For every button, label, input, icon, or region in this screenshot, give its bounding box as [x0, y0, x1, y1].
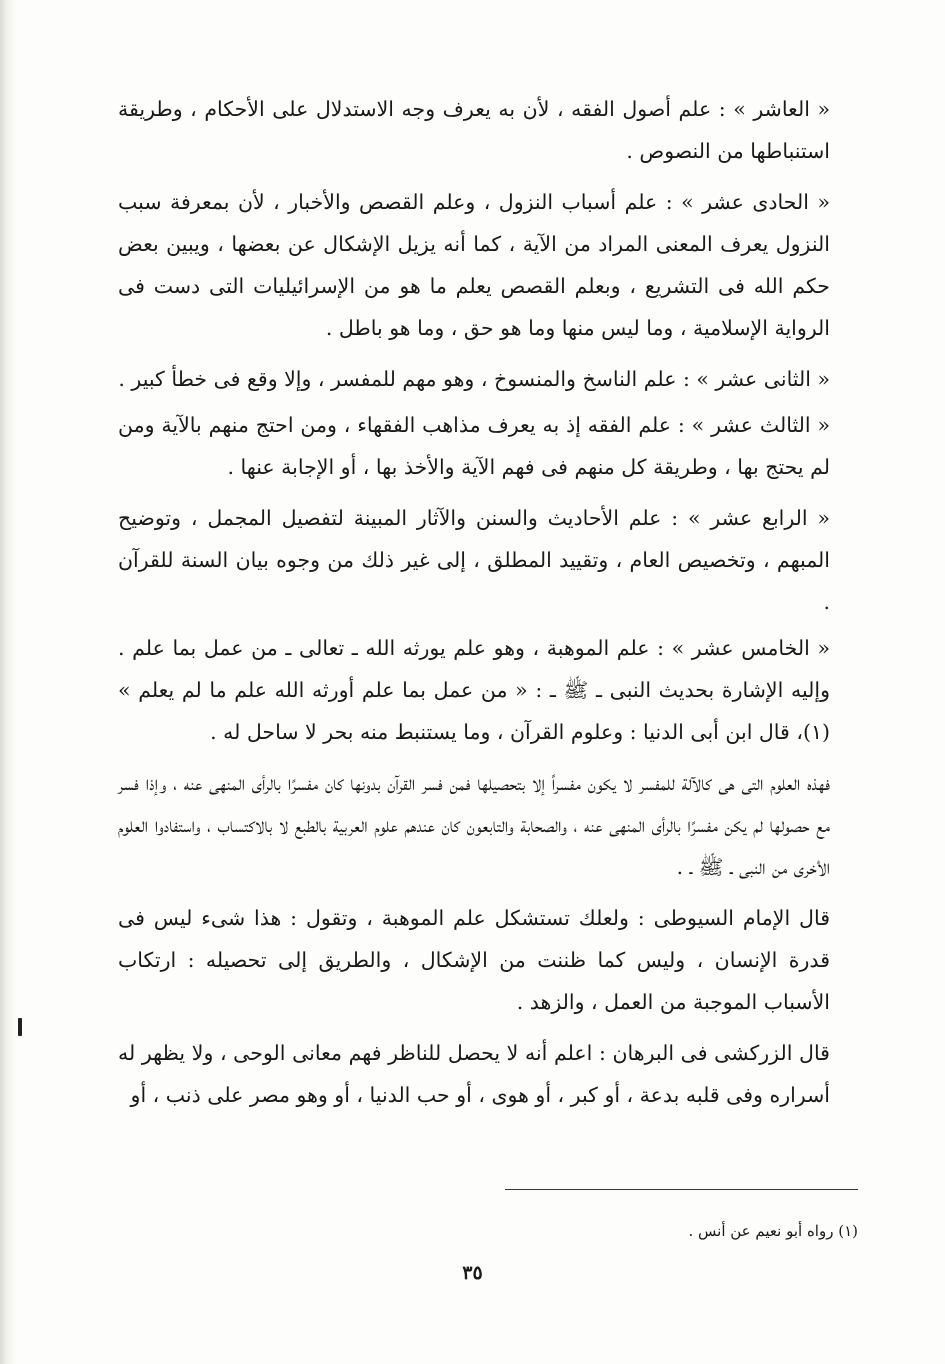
- paragraph-zarkashi: قال الزركشى فى البرهان : اعلم أنه لا يحصل للناظر فهم معانى الوحى ، ولا يظهر له أسراره وفى قلبه بدعة ، أو كبر ، أو هوى ، أو حب الدنيا ، أو وهو مصر على ذنب ، أو: [118, 1041, 830, 1107]
- paragraph-twelfth: « الثانى عشر » : علم الناسخ والمنسوخ ، وهو مهم للمفسر ، وإلا وقع فى خطأ كبير .: [118, 367, 830, 391]
- scan-shadow-edge: [0, 0, 16, 1364]
- footnote: (١) رواه أبو نعيم عن أنس .: [688, 1222, 858, 1240]
- paragraph-tenth: « العاشر » : علم أصول الفقه ، لأن به يعرف وجه الاستدلال على الأحكام ، وطريقة استنباطها من النصوص .: [118, 97, 830, 163]
- paragraph-thirteenth: « الثالث عشر » : علم الفقه إذ به يعرف مذاهب الفقهاء ، ومن احتج منهم بالآية ومن لم يحتج بها ، وطريقة كل منهم فى فهم الآية والأخذ بها ، أو الإجابة عنها .: [118, 413, 830, 479]
- paragraph-fourteenth: « الرابع عشر » : علم الأحاديث والسنن والآثار المبينة لتفصيل المجمل ، وتوضيح المبهم ، وتخصيص العام ، وتقييد المطلق ، إلى غير ذلك من وجوه بيان السنة للقرآن .: [118, 506, 830, 614]
- paragraph-suyuti: قال الإمام السيوطى : ولعلك تستشكل علم الموهبة ، وتقول : هذا شىء ليس فى قدرة الإنسان ، وليس كما ظننت من الإشكال ، والطريق إلى تحصيله : ارتكاب الأسباب الموجبة من العمل ، والزهد .: [118, 906, 830, 1014]
- page-number: ٣٥: [462, 1262, 483, 1284]
- footnote-divider: [505, 1189, 858, 1190]
- body-text: [118, 88, 830, 1125]
- paragraph-summary: فهذه العلوم التى هى كالآلة للمفسر لا يكون مفسراً إلا بتحصيلها فمن فسر القرآن بدونها كان مفسرًا بالرأى المنهى عنه ، وإذا فسر مع حصولها لم يكن مفسرًا بالرأى المنهى عنه ، والصحابة والتابعون كان عندهم علوم العربية بالطبع لا بالاكتساب ، واستفادوا العلوم الأخرى من النبى ـ ﷺ ـ .: [118, 771, 830, 879]
- paragraph-eleventh: « الحادى عشر » : علم أسباب النزول ، وعلم القصص والأخبار ، لأن بمعرفة سبب النزول يعرف المعنى المراد من الآية ، كما أنه يزيل الإشكال عن بعضها ، ويبين بعض حكم الله فى التشريع ، وبعلم القصص يعلم ما هو من الإسرائيليات التى دست فى الرواية الإسلامية ، وما ليس منها وما هو حق ، وما هو باطل .: [118, 190, 830, 340]
- margin-mark: [18, 1018, 22, 1036]
- paragraph-fifteenth: « الخامس عشر » : علم الموهبة ، وهو علم يورثه الله ـ تعالى ـ من عمل بما علم . وإليه الإشارة بحديث النبى ـ ﷺ ـ : « من عمل بما علم أورثه الله علم ما لم يعلم » (١)، قال ابن أبى الدنيا : وعلوم القرآن ، وما يستنبط منه بحر لا ساحل له .: [118, 636, 830, 744]
